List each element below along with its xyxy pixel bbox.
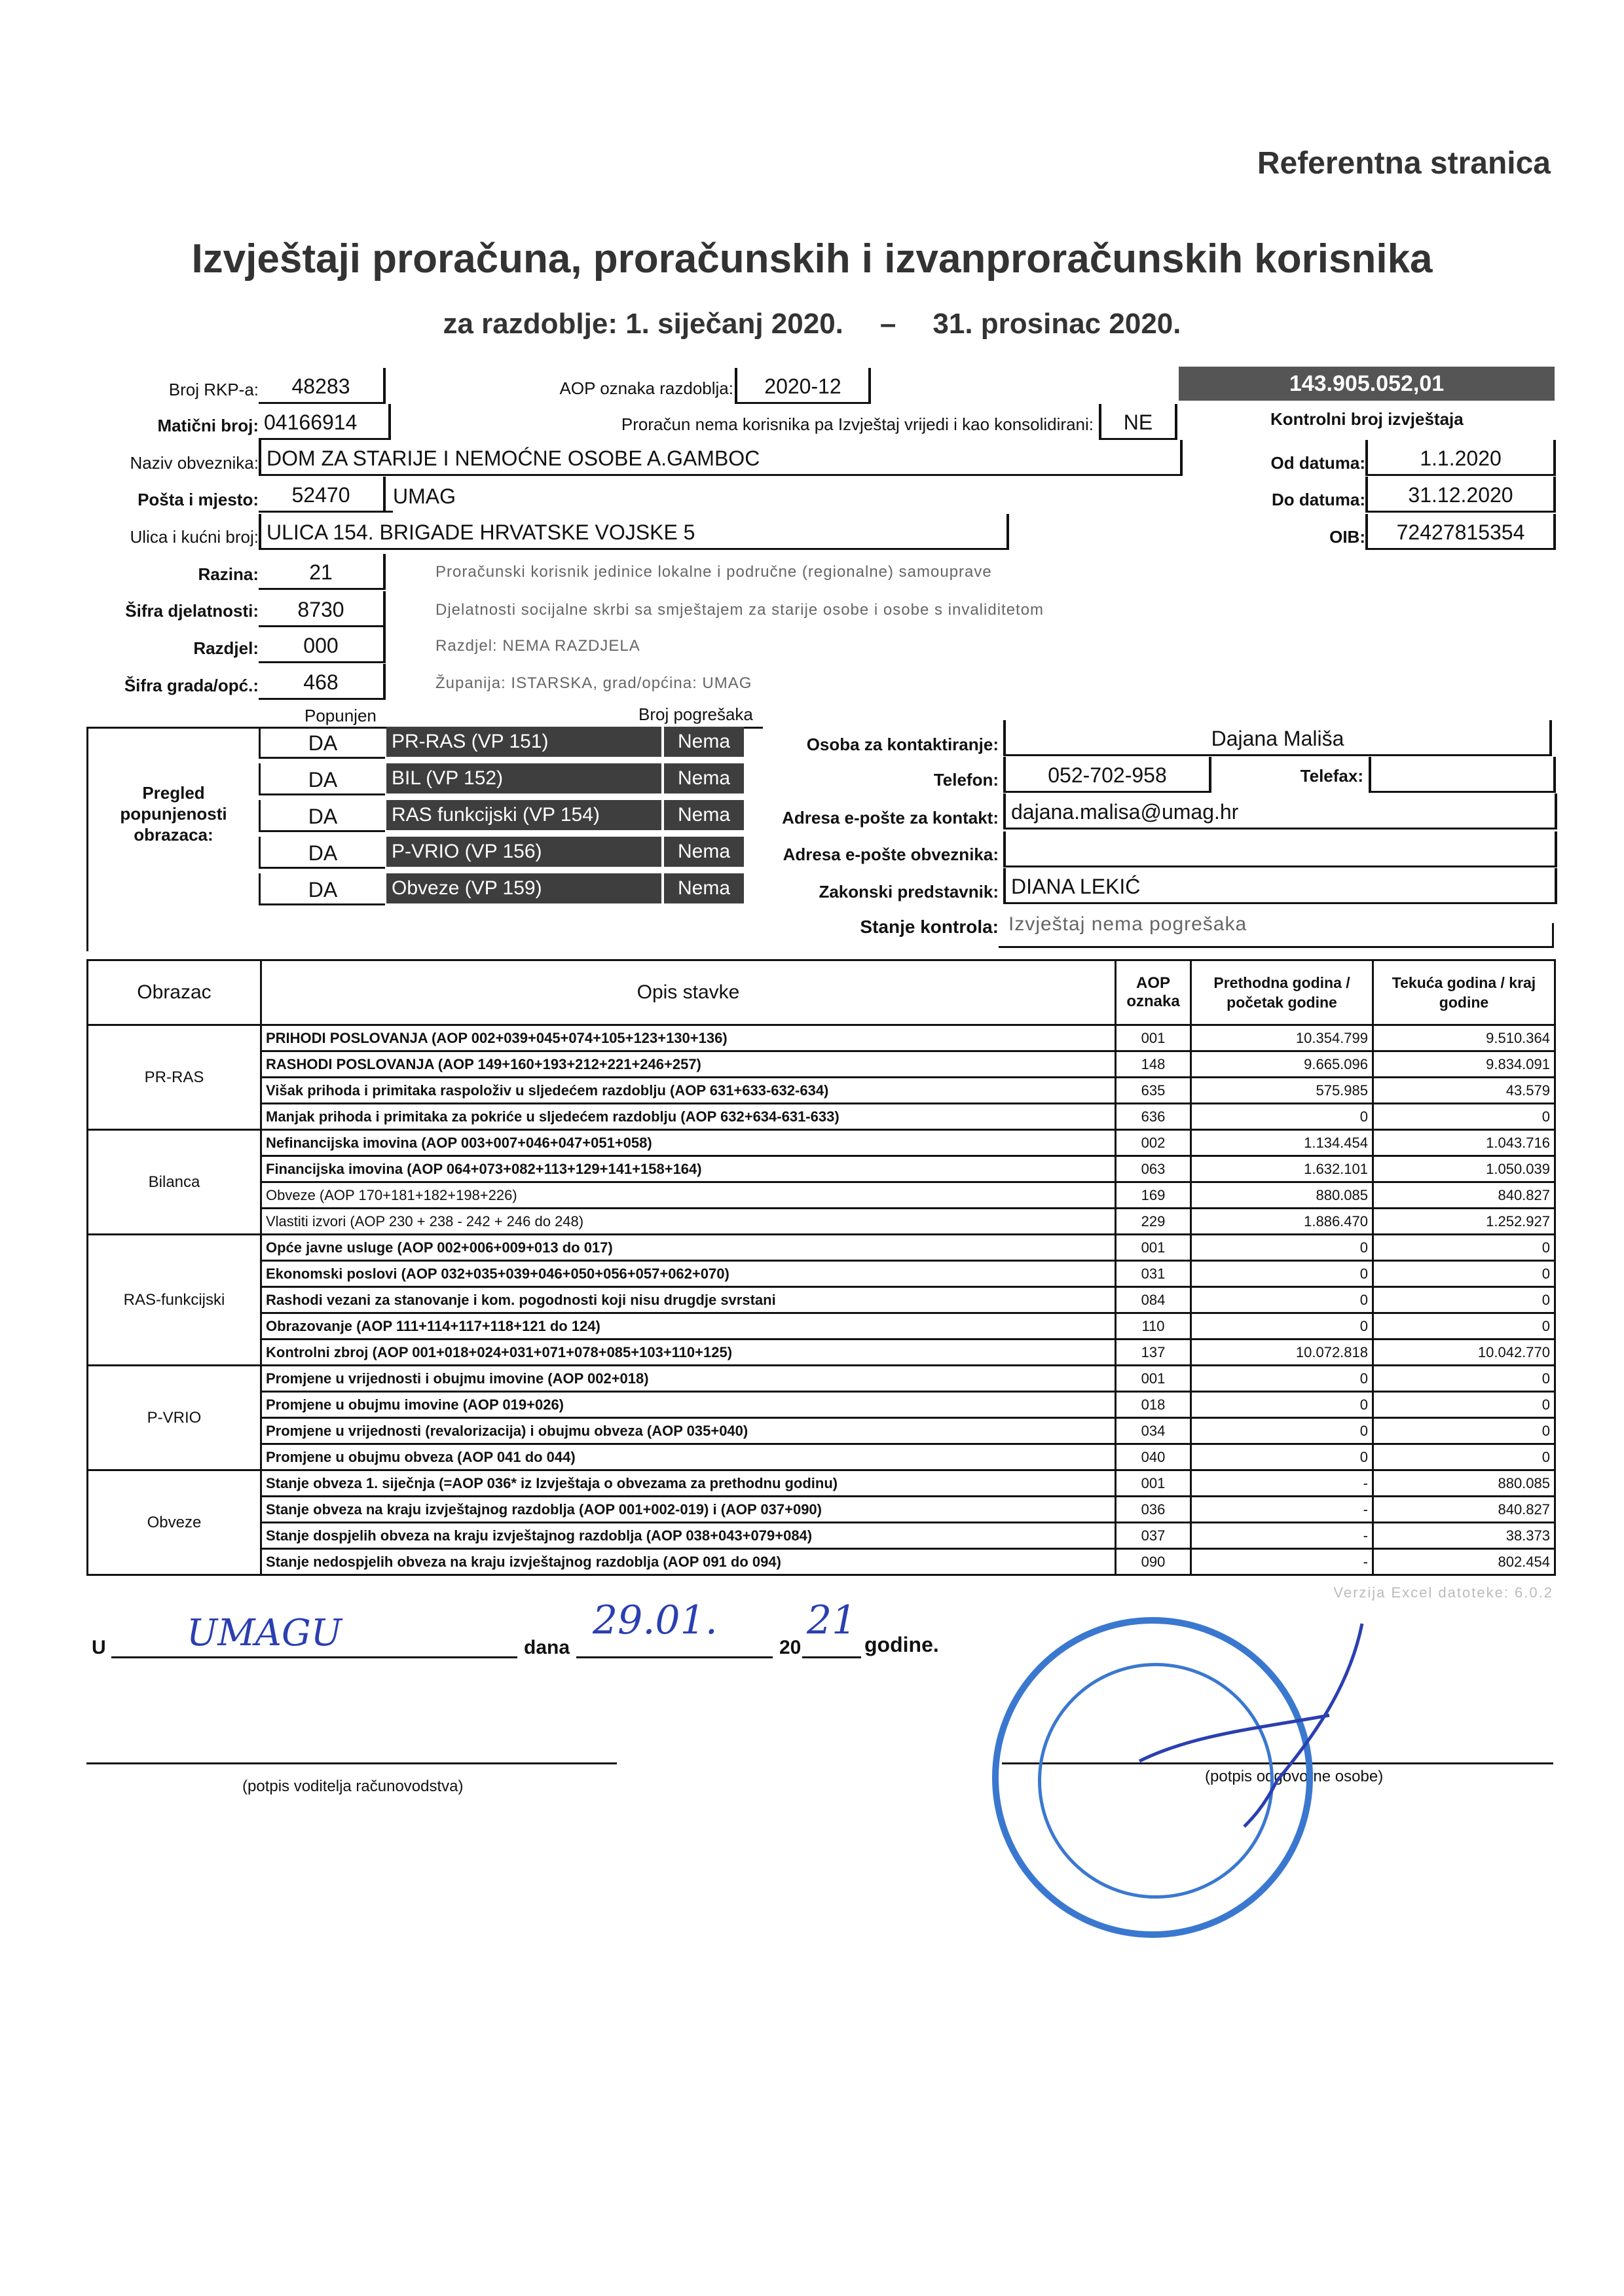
activity-field: 8730 [259, 591, 386, 627]
row-desc: PRIHODI POSLOVANJA (AOP 002+039+045+074+105+123+130+136) [261, 1025, 1116, 1051]
name-label: Naziv obveznika: [130, 453, 259, 473]
row-desc: Kontrolni zbroj (AOP 001+018+024+031+071+078+085+103+110+125) [261, 1339, 1116, 1366]
post-label: Pošta i mjesto: [138, 490, 259, 509]
form-name: P-VRIO (VP 156) [386, 837, 661, 867]
person-field: Dajana Mališa [1003, 720, 1552, 756]
from-field: 1.1.2020 [1365, 440, 1556, 476]
reference-label: Referentna stranica [1257, 146, 1551, 181]
phone-field: 052-702-958 [1003, 757, 1211, 793]
row-desc: Stanje obveza na kraju izvještajnog razdoblja (AOP 001+002-019) i (AOP 037+090) [261, 1497, 1116, 1523]
table-row [88, 1418, 1555, 1444]
fax-label: Telefax: [1300, 766, 1363, 786]
row-prev: 0 [1191, 1104, 1373, 1130]
aop-label: AOP oznaka razdoblja: [559, 378, 733, 398]
control-label: Kontrolni broj izvještaja [1270, 409, 1464, 429]
contact-divider-right [1552, 923, 1554, 948]
row-aop: 635 [1116, 1078, 1191, 1104]
consolidated-label: Proračun nema korisnika pa Izvještaj vrijedi i kao konsolidirani: [621, 414, 1094, 434]
row-curr: 0 [1373, 1392, 1555, 1418]
fax-field [1369, 757, 1556, 793]
city-code-desc: Županija: ISTARSKA, grad/općina: UMAG [435, 674, 752, 692]
row-desc: Opće javne usluge (AOP 002+006+009+013 do 017) [261, 1235, 1116, 1261]
header-desc: Opis stavke [261, 960, 1116, 1025]
mb-label: Matični broj: [157, 416, 259, 435]
form-errors: Nema [661, 837, 744, 867]
row-desc: RASHODI POSLOVANJA (AOP 149+160+193+212+221+246+257) [261, 1051, 1116, 1078]
table-row [88, 1523, 1555, 1549]
year-handwritten: 21 [807, 1597, 857, 1643]
row-aop: 137 [1116, 1339, 1191, 1366]
row-prev: 0 [1191, 1366, 1373, 1392]
row-curr: 0 [1373, 1418, 1555, 1444]
form-filled: DA [259, 800, 385, 832]
control-total: 143.905.052,01 [1179, 367, 1555, 401]
row-prev: 10.072.818 [1191, 1339, 1373, 1366]
table-row [88, 1392, 1555, 1418]
email2-field [1003, 831, 1557, 867]
page-title: Izvještaji proračuna, proračunskih i izvanproračunskih korisnika [191, 236, 1433, 282]
table-row [88, 1209, 1555, 1235]
row-form: Bilanca [88, 1130, 261, 1235]
row-prev: 0 [1191, 1261, 1373, 1287]
post-field: 52470 [259, 477, 386, 513]
form-errors: Nema [661, 873, 744, 903]
table-header-row [88, 960, 1555, 1025]
place-line [111, 1656, 517, 1658]
table-body [88, 1025, 1555, 1575]
post-divider [383, 477, 393, 513]
row-prev: 0 [1191, 1444, 1373, 1470]
row-aop: 110 [1116, 1313, 1191, 1339]
date-line [576, 1656, 773, 1658]
header-prev: Prethodna godina / početak godine [1191, 960, 1373, 1025]
control-state: Izvještaj nema pogrešaka [1008, 913, 1247, 935]
row-aop: 001 [1116, 1235, 1191, 1261]
row-desc: Promjene u vrijednosti i obujmu imovine (AOP 002+018) [261, 1366, 1116, 1392]
form-errors: Nema [661, 727, 744, 757]
forms-col-errors: Broj pogrešaka [638, 704, 753, 724]
row-form: Obveze [88, 1470, 261, 1575]
section-field: 000 [259, 627, 386, 663]
row-curr: 0 [1373, 1313, 1555, 1339]
row-aop: 034 [1116, 1418, 1191, 1444]
table-row [88, 1313, 1555, 1339]
sig2-label: (potpis odgovorne osobe) [1205, 1768, 1384, 1785]
form-filled: DA [259, 763, 385, 795]
row-aop: 002 [1116, 1130, 1191, 1156]
table-row [88, 1235, 1555, 1261]
row-form: P-VRIO [88, 1366, 261, 1470]
row-curr: 840.827 [1373, 1182, 1555, 1209]
table-row [88, 1549, 1555, 1575]
row-prev: 0 [1191, 1287, 1373, 1313]
phone-label: Telefon: [933, 770, 999, 790]
row-desc: Stanje obveza 1. siječnja (=AOP 036* iz Izvještaja o obvezama za prethodnu godinu) [261, 1470, 1116, 1497]
row-prev: 0 [1191, 1418, 1373, 1444]
level-field: 21 [259, 554, 386, 590]
row-aop: 001 [1116, 1025, 1191, 1051]
row-desc: Promjene u obujmu imovine (AOP 019+026) [261, 1392, 1116, 1418]
rep-label: Zakonski predstavnik: [819, 882, 999, 902]
period-start: za razdoblje: 1. siječanj 2020. [443, 308, 843, 340]
form-errors: Nema [661, 800, 744, 830]
row-curr: 1.043.716 [1373, 1130, 1555, 1156]
period-dash: – [879, 308, 896, 340]
table-row [88, 1156, 1555, 1182]
row-curr: 0 [1373, 1104, 1555, 1130]
row-form: RAS-funkcijski [88, 1235, 261, 1366]
person-label: Osoba za kontaktiranje: [806, 735, 999, 754]
header-curr: Tekuća godina / kraj godine [1373, 960, 1555, 1025]
oib-field: 72427815354 [1365, 514, 1556, 550]
row-aop: 037 [1116, 1523, 1191, 1549]
form-filled: DA [259, 837, 385, 869]
row-aop: 169 [1116, 1182, 1191, 1209]
period [0, 308, 1624, 340]
row-desc: Nefinancijska imovina (AOP 003+007+046+047+051+058) [261, 1130, 1116, 1156]
street-label: Ulica i kućni broj: [130, 527, 259, 547]
row-curr: 0 [1373, 1235, 1555, 1261]
level-label: Razina: [198, 564, 259, 584]
to-label: Do datuma: [1272, 490, 1365, 509]
row-curr: 10.042.770 [1373, 1339, 1555, 1366]
city-code-label: Šifra grada/opć.: [124, 676, 259, 695]
rkp-field: 48283 [259, 368, 386, 404]
dana-label: dana [524, 1637, 570, 1658]
rep-field: DIANA LEKIĆ [1003, 868, 1557, 904]
sig1-line [86, 1762, 617, 1764]
city-field: UMAG [393, 484, 456, 508]
activity-desc: Djelatnosti socijalne skrbi sa smještajem za starije osobe i osobe s invaliditetom [435, 601, 1044, 619]
godine-label: godine. [864, 1633, 939, 1656]
row-aop: 031 [1116, 1261, 1191, 1287]
to-field: 31.12.2020 [1365, 477, 1556, 513]
row-curr: 9.834.091 [1373, 1051, 1555, 1078]
row-curr: 0 [1373, 1444, 1555, 1470]
row-aop: 148 [1116, 1051, 1191, 1078]
row-prev: - [1191, 1470, 1373, 1497]
street-field: ULICA 154. BRIGADE HRVATSKE VOJSKE 5 [259, 514, 1009, 550]
row-desc: Obrazovanje (AOP 111+114+117+118+121 do 124) [261, 1313, 1116, 1339]
email-label: Adresa e-pošte za kontakt: [782, 808, 999, 828]
row-prev: 9.665.096 [1191, 1051, 1373, 1078]
row-prev: 575.985 [1191, 1078, 1373, 1104]
row-prev: 1.886.470 [1191, 1209, 1373, 1235]
oib-label: OIB: [1329, 527, 1365, 547]
table-row [88, 1104, 1555, 1130]
row-aop: 040 [1116, 1444, 1191, 1470]
activity-label: Šifra djelatnosti: [125, 601, 259, 621]
year-prefix: 20 [779, 1637, 802, 1658]
table-row [88, 1078, 1555, 1104]
row-prev: 0 [1191, 1235, 1373, 1261]
row-curr: 38.373 [1373, 1523, 1555, 1549]
row-curr: 1.252.927 [1373, 1209, 1555, 1235]
signature-stroke [1113, 1611, 1388, 1833]
row-desc: Rashodi vezani za stanovanje i kom. pogodnosti koji nisu drugdje svrstani [261, 1287, 1116, 1313]
year-line [802, 1656, 861, 1658]
row-aop: 001 [1116, 1470, 1191, 1497]
form-filled: DA [259, 873, 385, 905]
header-aop: AOP oznaka [1116, 960, 1191, 1025]
row-desc: Promjene u vrijednosti (revalorizacija) i obujmu obveza (AOP 035+040) [261, 1418, 1116, 1444]
row-prev: 0 [1191, 1392, 1373, 1418]
table-row [88, 1444, 1555, 1470]
form-name: BIL (VP 152) [386, 763, 661, 793]
row-curr: 0 [1373, 1261, 1555, 1287]
table-row [88, 1051, 1555, 1078]
name-field: DOM ZA STARIJE I NEMOĆNE OSOBE A.GAMBOC [259, 440, 1183, 476]
row-curr: 0 [1373, 1366, 1555, 1392]
table-row [88, 1497, 1555, 1523]
row-form: PR-RAS [88, 1025, 261, 1130]
row-prev: 10.354.799 [1191, 1025, 1373, 1051]
table-row [88, 1470, 1555, 1497]
row-aop: 084 [1116, 1287, 1191, 1313]
row-aop: 229 [1116, 1209, 1191, 1235]
header-form: Obrazac [88, 960, 261, 1025]
rkp-label: Broj RKP-a: [168, 380, 259, 399]
row-curr: 43.579 [1373, 1078, 1555, 1104]
level-desc: Proračunski korisnik jedinice lokalne i područne (regionalne) samouprave [435, 563, 992, 581]
consolidated-field: NE [1099, 404, 1177, 440]
forms-col-filled: Popunjen [304, 706, 377, 725]
row-curr: 9.510.364 [1373, 1025, 1555, 1051]
form-name: PR-RAS (VP 151) [386, 727, 661, 757]
table-row [88, 1130, 1555, 1156]
row-desc: Stanje dospjelih obveza na kraju izvještajnog razdoblja (AOP 038+043+079+084) [261, 1523, 1116, 1549]
table-row [88, 1287, 1555, 1313]
row-desc: Ekonomski poslovi (AOP 032+035+039+046+050+056+057+062+070) [261, 1261, 1116, 1287]
summary-table [86, 959, 1556, 1576]
sig1-label: (potpis voditelja računovodstva) [242, 1777, 464, 1795]
row-desc: Vlastiti izvori (AOP 230 + 238 - 242 + 246 do 248) [261, 1209, 1116, 1235]
forms-title: Pregled popunjenosti obrazaca: [120, 783, 227, 845]
row-desc: Financijska imovina (AOP 064+073+082+113+129+141+158+164) [261, 1156, 1116, 1182]
row-aop: 018 [1116, 1392, 1191, 1418]
row-desc: Stanje nedospjelih obveza na kraju izvještajnog razdoblja (AOP 091 do 094) [261, 1549, 1116, 1575]
row-desc: Promjene u obujmu obveza (AOP 041 do 044) [261, 1444, 1116, 1470]
place-handwritten: UMAGU [187, 1612, 342, 1654]
control-state-label: Stanje kontrola: [860, 917, 999, 937]
section-desc: Razdjel: NEMA RAZDJELA [435, 637, 640, 655]
city-code-field: 468 [259, 664, 386, 700]
table-row [88, 1366, 1555, 1392]
row-curr: 840.827 [1373, 1497, 1555, 1523]
form-errors: Nema [661, 763, 744, 793]
row-curr: 0 [1373, 1287, 1555, 1313]
form-filled: DA [259, 727, 385, 759]
email2-label: Adresa e-pošte obveznika: [783, 845, 999, 864]
from-label: Od datuma: [1270, 453, 1365, 473]
table-row [88, 1182, 1555, 1209]
row-prev: - [1191, 1523, 1373, 1549]
row-curr: 880.085 [1373, 1470, 1555, 1497]
aop-field: 2020-12 [735, 368, 871, 404]
email-field: dajana.malisa@umag.hr [1003, 793, 1557, 829]
row-prev: 1.632.101 [1191, 1156, 1373, 1182]
form-name: Obveze (VP 159) [386, 873, 661, 903]
table-row [88, 1261, 1555, 1287]
row-aop: 063 [1116, 1156, 1191, 1182]
row-prev: 1.134.454 [1191, 1130, 1373, 1156]
row-prev: 880.085 [1191, 1182, 1373, 1209]
row-desc: Višak prihoda i primitaka raspoloživ u sljedećem razdoblju (AOP 631+633-632-634) [261, 1078, 1116, 1104]
row-aop: 036 [1116, 1497, 1191, 1523]
row-prev: - [1191, 1549, 1373, 1575]
period-end: 31. prosinac 2020. [932, 308, 1181, 340]
mb-field: 04166914 [259, 404, 391, 440]
row-aop: 001 [1116, 1366, 1191, 1392]
row-aop: 090 [1116, 1549, 1191, 1575]
row-desc: Manjak prihoda i primitaka za pokriće u sljedećem razdoblju (AOP 632+634-631-633) [261, 1104, 1116, 1130]
contact-divider [999, 946, 1554, 948]
date-handwritten: 29.01. [593, 1597, 718, 1643]
row-prev: - [1191, 1497, 1373, 1523]
row-aop: 636 [1116, 1104, 1191, 1130]
form-name: RAS funkcijski (VP 154) [386, 800, 661, 830]
section-label: Razdjel: [193, 638, 259, 658]
row-prev: 0 [1191, 1313, 1373, 1339]
u-label: U [92, 1637, 106, 1658]
table-row [88, 1025, 1555, 1051]
version-label: Verzija Excel datoteke: 6.0.2 [1333, 1584, 1553, 1601]
row-curr: 1.050.039 [1373, 1156, 1555, 1182]
row-curr: 802.454 [1373, 1549, 1555, 1575]
row-desc: Obveze (AOP 170+181+182+198+226) [261, 1182, 1116, 1209]
table-row [88, 1339, 1555, 1366]
